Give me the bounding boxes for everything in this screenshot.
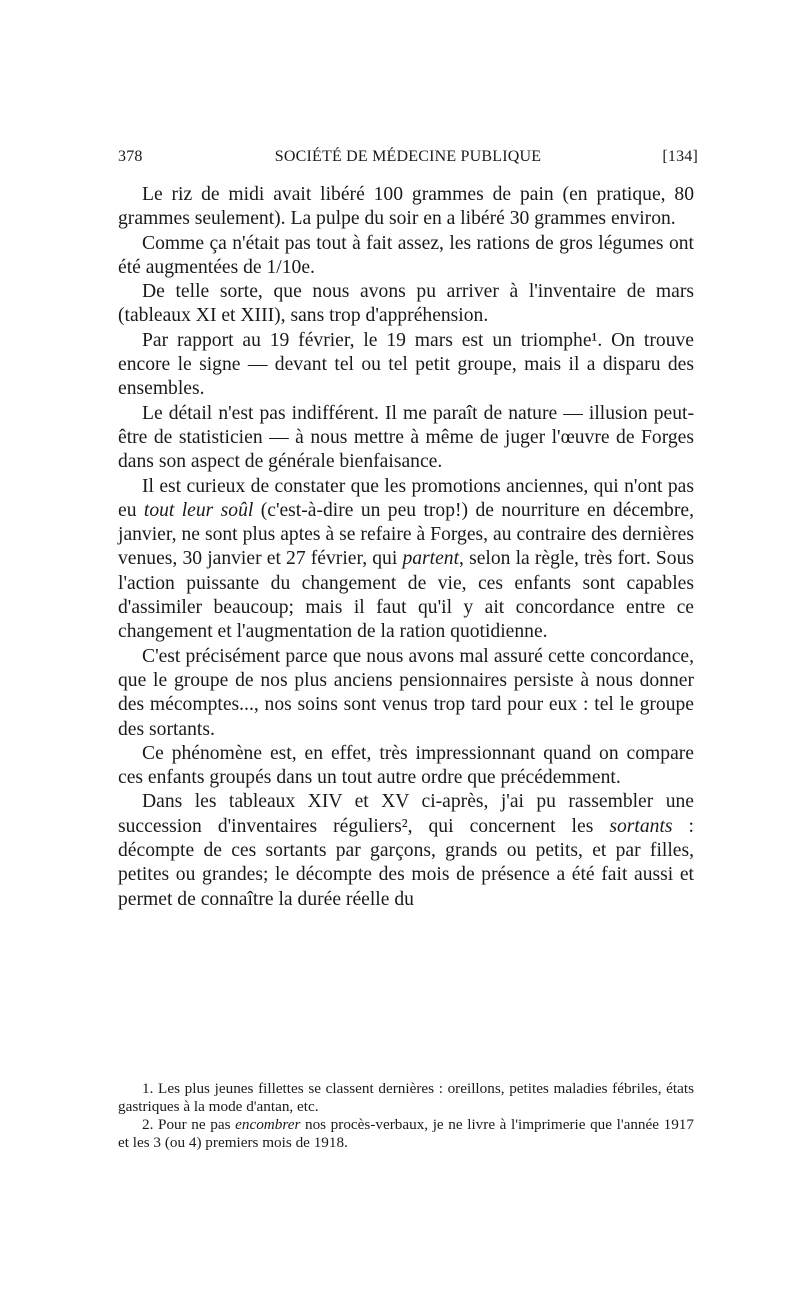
italic-run: partent <box>402 548 460 570</box>
paragraph: Le détail n'est pas indifférent. Il me paraît de nature — illusion peut-être de statisticien — à nous mettre à même de juger l'œuvre de Forges dans son aspect de générale bienfaisance. <box>118 402 694 473</box>
italic-run: encombrer <box>235 1116 301 1133</box>
bracket-page-number: [134] <box>662 148 698 165</box>
text-run: nos procès-verbaux, je ne livre à l'imprimerie que l'année 1917 et les 3 (ou 4) premiers mois de 1918. <box>118 1116 694 1151</box>
running-title: SOCIÉTÉ DE MÉDECINE PUBLIQUE <box>274 148 542 165</box>
text-run: Dans les tableaux XIV et XV ci-après, j'ai pu rassembler une succession d'inventaires réguliers², qui concernent les <box>118 791 694 837</box>
text-run: (c'est-à-dire un peu trop!) de nourriture en décembre, janvier, ne sont plus aptes à se refaire à Forges, au contraire des dernières venues, 30 janvier et 27 février, qui <box>118 499 694 570</box>
text-run: 2. Pour ne pas <box>142 1116 236 1133</box>
paragraph: C'est précisément parce que nous avons mal assuré cette concordance, que le groupe de nos plus anciens pensionnaires persiste à nous donner des mécomptes..., nos soins sont venus trop tard pour eux : tel le groupe des sortants. <box>118 645 694 740</box>
page-number: 378 <box>118 148 143 165</box>
text-run: , selon la règle, très fort. Sous l'action puissante du changement de vie, ces enfants sont capables d'assimiler beaucoup; mais il faut qu'il y ait concordance entre ce changement et l'augmentation de la ration quotidienne. <box>118 548 694 643</box>
paragraph <box>118 475 694 645</box>
italic-run: tout leur soûl <box>143 499 254 521</box>
paragraph: Comme ça n'était pas tout à fait assez, les rations de gros légumes ont été augmentées de 1/10e. <box>118 232 694 278</box>
running-header <box>118 148 698 172</box>
footnote-1: 1. Les plus jeunes fillettes se classent dernières : oreillons, petites maladies fébriles, états gastriques à la mode d'antan, etc. <box>118 1080 694 1115</box>
paragraph <box>118 790 694 911</box>
italic-run: sortants <box>609 815 673 837</box>
paragraph: Ce phénomène est, en effet, très impressionnant quand on compare ces enfants groupés dans un tout autre ordre que précédemment. <box>118 742 694 789</box>
body-text <box>118 183 694 912</box>
footnote-2 <box>118 1116 694 1152</box>
paragraph: Le riz de midi avait libéré 100 grammes de pain (en pratique, 80 grammes seulement). La pulpe du soir en a libéré 30 grammes environ. <box>118 184 694 230</box>
paragraph: Par rapport au 19 février, le 19 mars est un triomphe¹. On trouve encore le signe — devant tel ou tel petit groupe, mais il a disparu des ensembles. <box>118 329 694 400</box>
footnotes <box>118 1080 694 1152</box>
text-run: Il est curieux de constater que les promotions anciennes, qui n'ont pas eu <box>118 475 694 521</box>
paragraph: De telle sorte, que nous avons pu arriver à l'inventaire de mars (tableaux XI et XIII), sans trop d'appréhension. <box>118 281 694 327</box>
text-run: : décompte de ces sortants par garçons, grands ou petits, et par filles, petites ou grandes; le décompte des mois de présence a été fait aussi et permet de connaître la durée réelle du <box>118 815 694 910</box>
